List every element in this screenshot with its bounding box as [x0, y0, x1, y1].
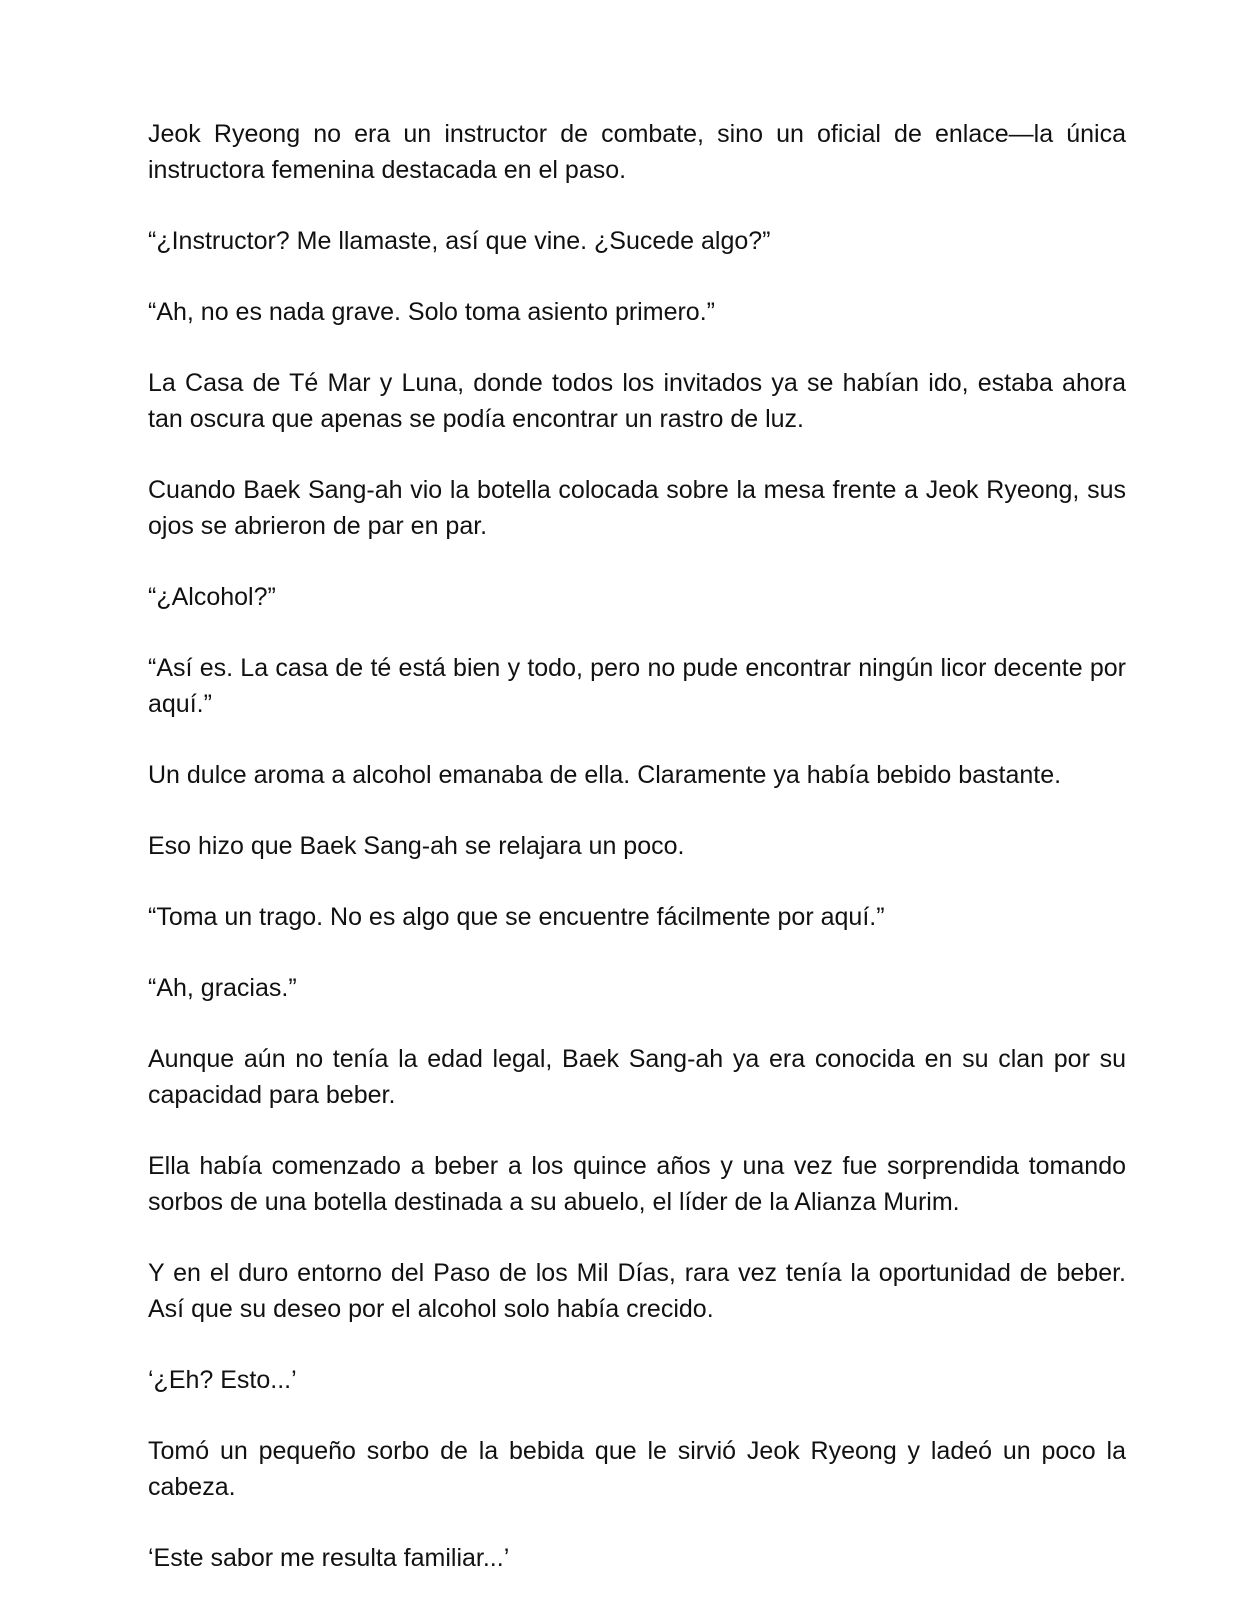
paragraph: “¿Instructor? Me llamaste, así que vine. ¿Sucede algo?” [148, 227, 771, 255]
paragraph: Ella había comenzado a beber a los quince años y una vez fue sorprendida tomando sorbos de una botella destinada a su abuelo, el líder de la Alianza Murim. [148, 1152, 1126, 1216]
paragraph: “¿Alcohol?” [148, 583, 276, 611]
paragraph: Jeok Ryeong no era un instructor de combate, sino un oficial de enlace—la única instructora femenina destacada en el paso. [148, 120, 1126, 184]
paragraph: La Casa de Té Mar y Luna, donde todos los invitados ya se habían ido, estaba ahora tan oscura que apenas se podía encontrar un rastro de luz. [148, 369, 1126, 433]
paragraph: Y en el duro entorno del Paso de los Mil Días, rara vez tenía la oportunidad de beber. Así que su deseo por el alcohol solo había crecido. [148, 1259, 1126, 1323]
paragraph: ‘¿Eh? Esto...’ [148, 1366, 297, 1394]
paragraph: Aunque aún no tenía la edad legal, Baek Sang-ah ya era conocida en su clan por su capacidad para beber. [148, 1045, 1126, 1109]
text-column [148, 116, 1126, 1576]
paragraph: Cuando Baek Sang-ah vio la botella colocada sobre la mesa frente a Jeok Ryeong, sus ojos se abrieron de par en par. [148, 476, 1126, 540]
paragraph: ‘Este sabor me resulta familiar...’ [148, 1544, 510, 1572]
paragraph: “Ah, no es nada grave. Solo toma asiento primero.” [148, 298, 715, 326]
paragraph: “Así es. La casa de té está bien y todo, pero no pude encontrar ningún licor decente por aquí.” [148, 654, 1126, 718]
paragraph: Un dulce aroma a alcohol emanaba de ella. Claramente ya había bebido bastante. [148, 761, 1062, 789]
paragraph: “Toma un trago. No es algo que se encuentre fácilmente por aquí.” [148, 903, 885, 931]
paragraph: Eso hizo que Baek Sang-ah se relajara un poco. [148, 832, 685, 860]
paragraph: Tomó un pequeño sorbo de la bebida que le sirvió Jeok Ryeong y ladeó un poco la cabeza. [148, 1437, 1126, 1501]
paragraph: “Ah, gracias.” [148, 974, 297, 1002]
